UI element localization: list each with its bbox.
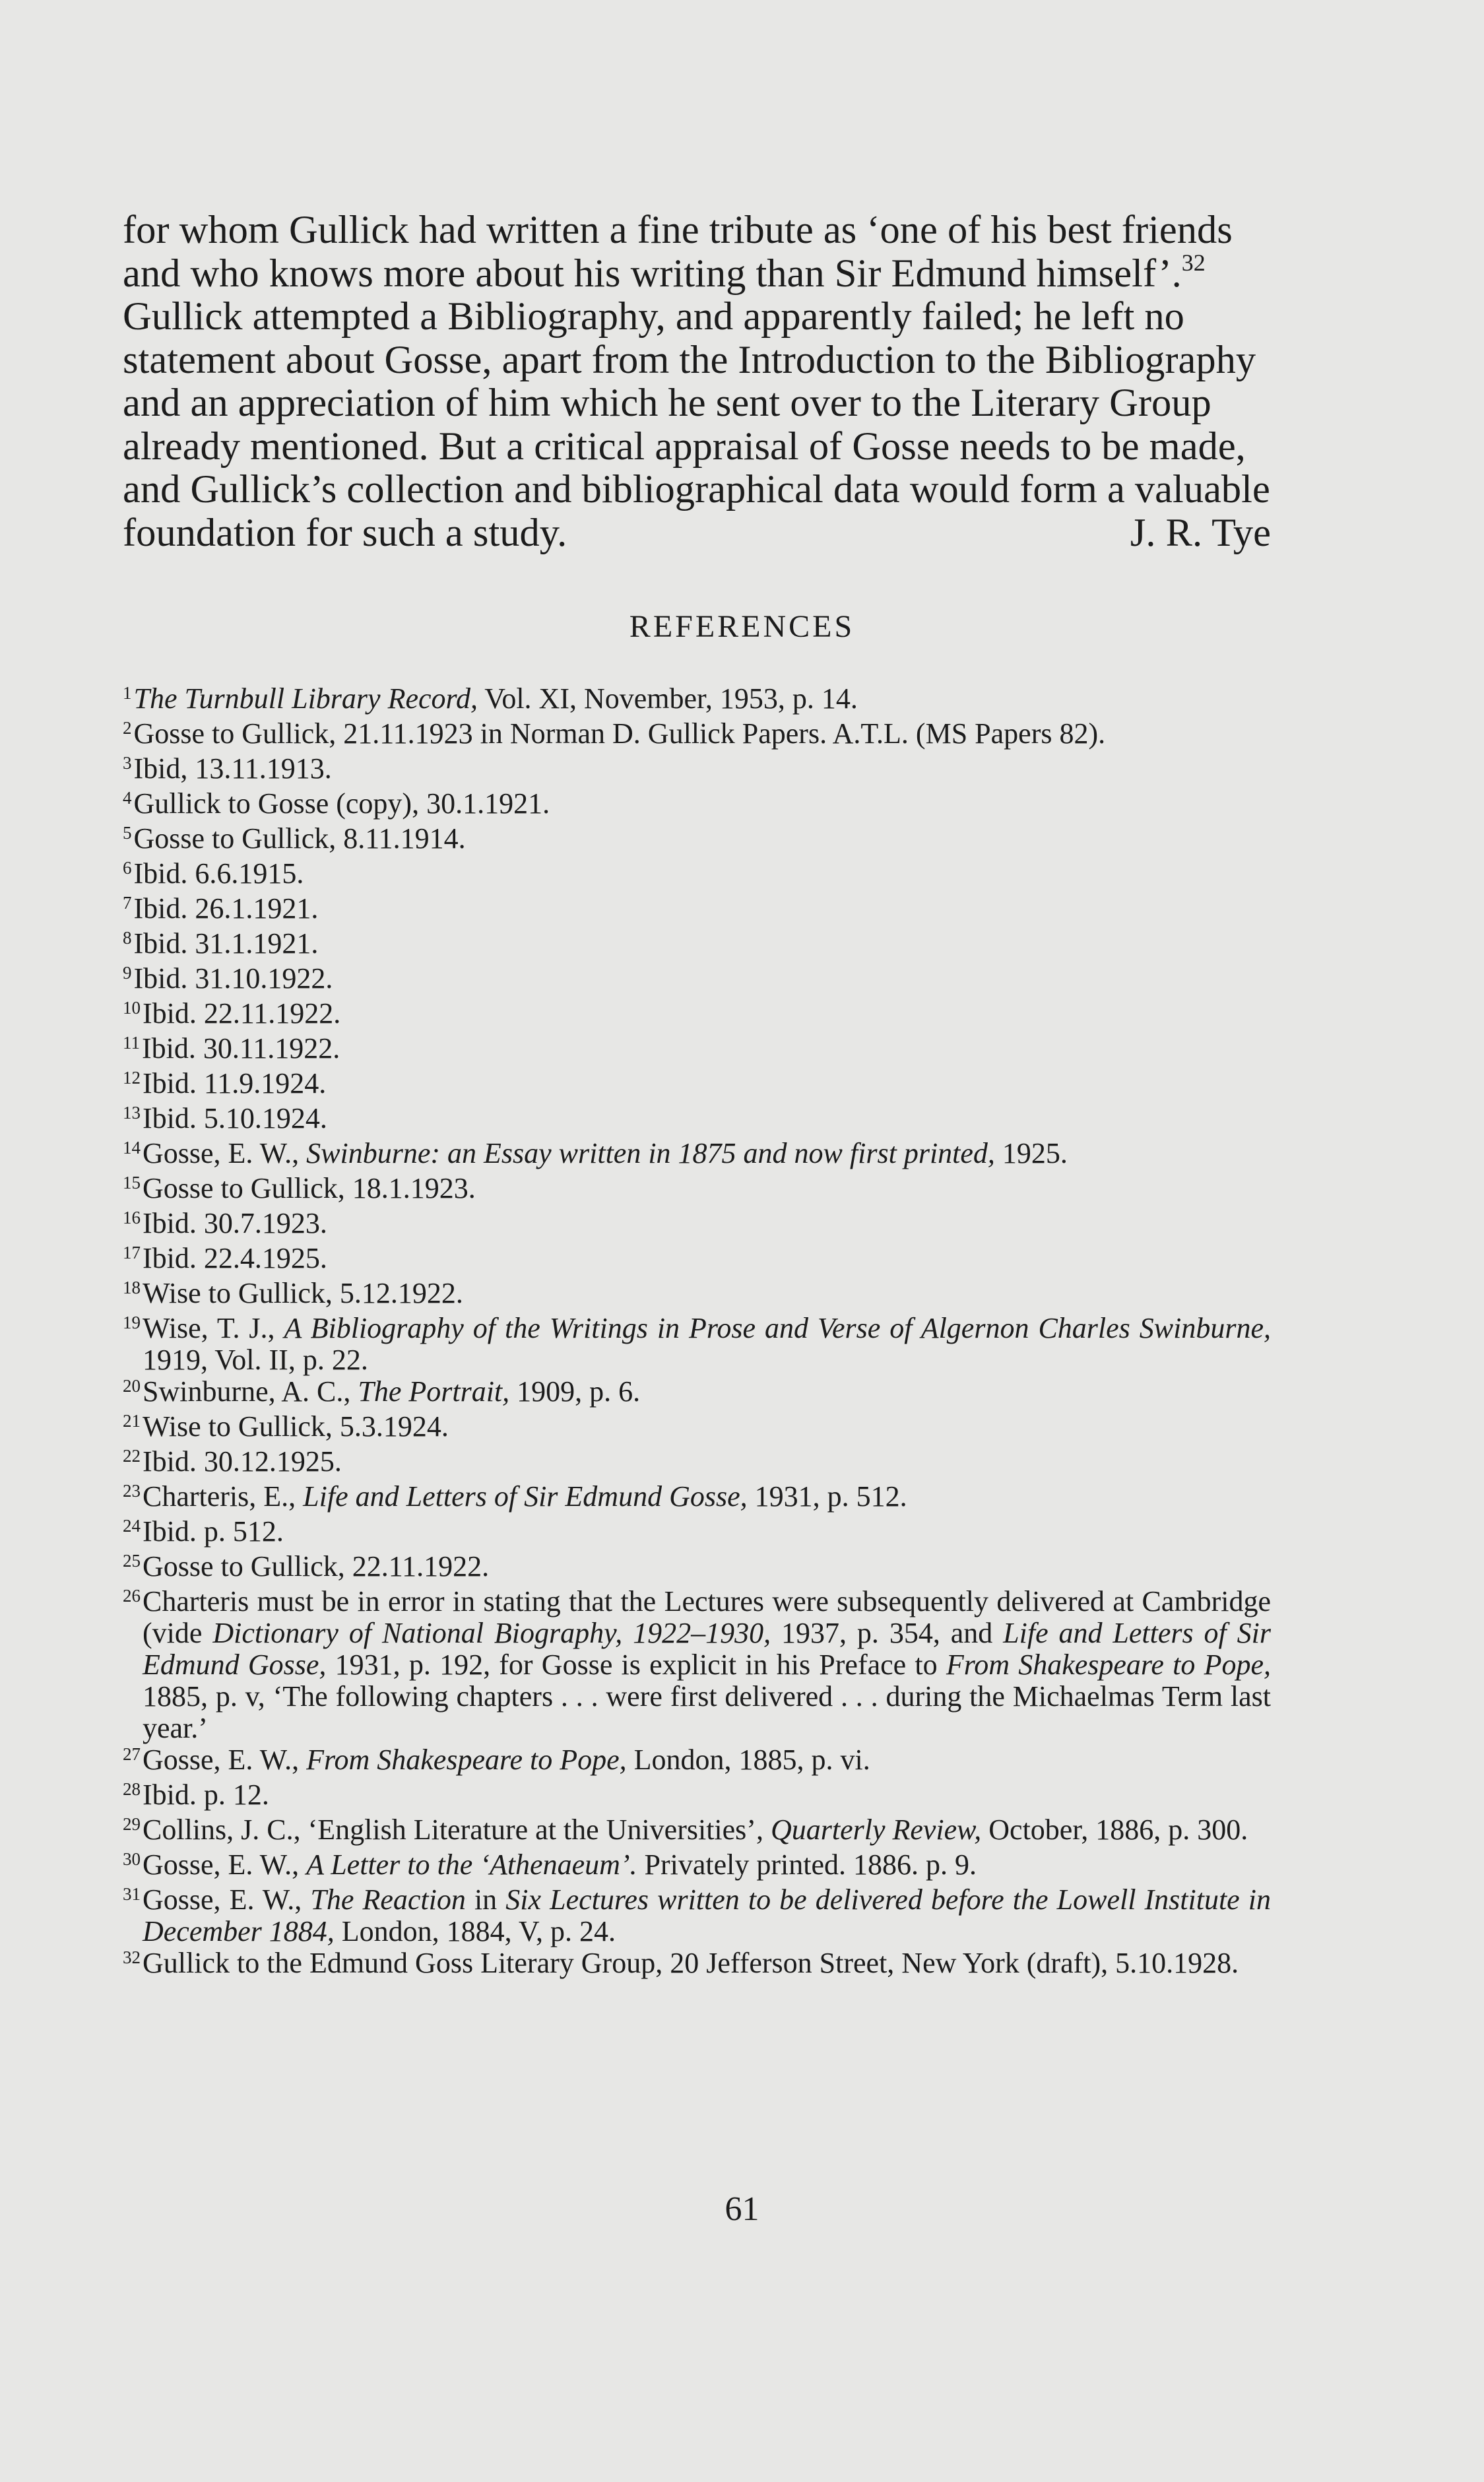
text-line-content: and who knows more about his writing than Sir Edmund himself’. xyxy=(123,251,1182,296)
reference-segment: Ibid. 30.11.1922. xyxy=(142,1032,340,1064)
reference-segment: Ibid. 6.6.1915. xyxy=(133,857,304,890)
reference-text xyxy=(143,1947,1271,1979)
reference-segment: Gullick to Gosse (copy), 30.1.1921. xyxy=(133,787,550,820)
reference-text xyxy=(143,998,1271,1029)
reference-number: 14 xyxy=(123,1138,141,1158)
reference-segment: Gosse, E. W., xyxy=(143,1848,307,1881)
reference-title: Dictionary of National Biography, 1922–1930, xyxy=(212,1617,771,1649)
reference-segment: Ibid. 30.12.1925. xyxy=(143,1445,342,1478)
reference-text xyxy=(143,1744,1271,1776)
reference-item xyxy=(123,928,1271,963)
reference-number: 6 xyxy=(123,858,132,878)
reference-title: Six Lectures written to be delivered before the Lowell Institute in December 1884, xyxy=(143,1883,1272,1947)
reference-title: Quarterly Review, xyxy=(770,1813,982,1846)
reference-item xyxy=(123,1376,1271,1411)
reference-number: 30 xyxy=(123,1849,141,1869)
reference-text xyxy=(143,1849,1271,1881)
closing-paragraph xyxy=(123,209,1271,554)
reference-number: 2 xyxy=(123,718,132,738)
reference-text xyxy=(143,1376,1271,1408)
reference-number: 9 xyxy=(123,963,132,983)
reference-number: 1 xyxy=(123,683,132,703)
reference-title: Life and Letters of Sir Edmund Gosse, xyxy=(143,1617,1272,1681)
reference-number: 27 xyxy=(123,1744,141,1764)
text-line-content: foundation for such a study. xyxy=(123,510,567,555)
reference-text xyxy=(134,963,1272,995)
reference-text xyxy=(134,823,1272,855)
reference-segment: Charteris must be in error in stating that the Lectures were subsequently delivered at Cambridge (vide xyxy=(143,1585,1271,1649)
reference-item xyxy=(123,893,1271,928)
reference-segment: October, 1886, p. 300. xyxy=(981,1813,1248,1846)
reference-number: 11 xyxy=(123,1033,140,1053)
text-line: already mentioned. But a critical appraisal of Gosse needs to be made, xyxy=(123,424,1246,469)
reference-segment: Collins, J. C., ‘English Literature at the Universities’, xyxy=(143,1813,771,1846)
reference-segment: Ibid. 5.10.1924. xyxy=(143,1102,327,1134)
reference-title: The Reaction xyxy=(310,1883,466,1916)
reference-segment: Gosse to Gullick, 8.11.1914. xyxy=(133,822,466,855)
reference-segment: in xyxy=(465,1883,506,1916)
reference-number: 19 xyxy=(123,1313,141,1332)
reference-text xyxy=(143,1551,1271,1583)
reference-segment: Ibid. 22.4.1925. xyxy=(143,1242,327,1274)
reference-number: 23 xyxy=(123,1481,141,1501)
reference-number: 10 xyxy=(123,998,141,1018)
reference-text xyxy=(143,1884,1271,1947)
reference-text xyxy=(143,1278,1271,1309)
reference-segment: Gosse to Gullick, 21.11.1923 in Norman D. Gullick Papers. A.T.L. (MS Papers 82). xyxy=(133,717,1106,750)
reference-text xyxy=(143,1586,1271,1744)
reference-text xyxy=(143,1243,1271,1274)
reference-item xyxy=(123,788,1271,823)
reference-text xyxy=(142,1033,1271,1064)
reference-segment: Ibid. p. 12. xyxy=(143,1779,269,1811)
reference-item xyxy=(123,1947,1271,1982)
reference-item xyxy=(123,1481,1271,1516)
reference-text xyxy=(143,1103,1271,1134)
reference-number: 13 xyxy=(123,1103,141,1123)
reference-segment: Ibid. 11.9.1924. xyxy=(143,1067,327,1099)
reference-number: 32 xyxy=(123,1947,141,1967)
author-signature: J. R. Tye xyxy=(1130,510,1271,555)
reference-number: 26 xyxy=(123,1586,141,1606)
reference-title: From Shakespeare to Pope, xyxy=(306,1744,627,1776)
reference-item xyxy=(123,1779,1271,1814)
reference-number: 25 xyxy=(123,1551,141,1571)
reference-text xyxy=(143,1446,1271,1478)
reference-title: The Portrait, xyxy=(358,1375,510,1408)
reference-segment: Gullick to the Edmund Goss Literary Group, 20 Jefferson Street, New York (draft), 5.10.1928. xyxy=(143,1947,1239,1979)
reference-text xyxy=(143,1068,1271,1099)
page-number: 61 xyxy=(725,2190,759,2228)
reference-item xyxy=(123,963,1271,998)
reference-segment: Gosse, E. W., xyxy=(143,1883,311,1916)
reference-title: The Turnbull Library Record, xyxy=(133,682,478,715)
reference-number: 22 xyxy=(123,1446,141,1466)
reference-title: Life and Letters of Sir Edmund Gosse, xyxy=(303,1480,748,1513)
reference-item xyxy=(123,1586,1271,1744)
reference-item xyxy=(123,1243,1271,1278)
reference-item xyxy=(123,1138,1271,1173)
reference-segment: Ibid. 30.7.1923. xyxy=(143,1207,327,1239)
reference-text xyxy=(134,753,1272,785)
reference-text xyxy=(134,858,1272,890)
reference-title: A Letter to the ‘Athenaeum’. xyxy=(306,1848,637,1881)
reference-segment: 1885, p. v, ‘The following chapters . . . were first delivered . . . during the Michaelmas Term last year.’ xyxy=(143,1680,1271,1744)
reference-text xyxy=(143,1481,1271,1513)
reference-segment: 1909, p. 6. xyxy=(509,1375,641,1408)
text-line: statement about Gosse, apart from the Introduction to the Bibliography xyxy=(123,337,1256,382)
reference-item xyxy=(123,1033,1271,1068)
text-line: and an appreciation of him which he sent over to the Literary Group xyxy=(123,381,1211,425)
reference-segment: Gosse to Gullick, 18.1.1923. xyxy=(143,1172,476,1204)
reference-item xyxy=(123,1313,1271,1376)
reference-segment: Gosse, E. W., xyxy=(143,1137,307,1169)
reference-text xyxy=(143,1138,1271,1169)
reference-text xyxy=(143,1173,1271,1204)
reference-item xyxy=(123,753,1271,788)
reference-number: 18 xyxy=(123,1278,141,1297)
reference-item xyxy=(123,1411,1271,1446)
reference-item xyxy=(123,1446,1271,1481)
text-line: and Gullick’s collection and bibliographical data would form a valuable xyxy=(123,467,1270,511)
reference-segment: Ibid, 13.11.1913. xyxy=(133,752,332,785)
reference-segment: Charteris, E., xyxy=(143,1480,304,1513)
reference-number: 29 xyxy=(123,1814,141,1834)
reference-number: 17 xyxy=(123,1243,141,1262)
text-line: for whom Gullick had written a fine tribute as ‘one of his best friends xyxy=(123,208,1233,252)
text-line: Gullick attempted a Bibliography, and apparently failed; he left no xyxy=(123,294,1184,339)
reference-title: From Shakespeare to Pope, xyxy=(946,1649,1271,1681)
reference-number: 12 xyxy=(123,1068,141,1088)
reference-number: 21 xyxy=(123,1411,141,1431)
reference-segment: Privately printed. 1886. p. 9. xyxy=(637,1848,977,1881)
reference-number: 24 xyxy=(123,1516,141,1536)
reference-item xyxy=(123,683,1271,718)
reference-number: 5 xyxy=(123,823,132,843)
reference-text xyxy=(134,683,1272,715)
reference-number: 28 xyxy=(123,1779,141,1799)
reference-item xyxy=(123,1884,1271,1947)
reference-item xyxy=(123,1208,1271,1243)
footnote-marker: 32 xyxy=(1181,249,1206,276)
reference-segment: Wise, T. J., xyxy=(143,1312,284,1344)
reference-text xyxy=(143,1313,1271,1376)
reference-title: Swinburne: an Essay written in 1875 and now first printed, xyxy=(306,1137,995,1169)
reference-item xyxy=(123,1814,1271,1849)
text-line-final xyxy=(123,511,1271,555)
reference-item xyxy=(123,858,1271,893)
reference-item xyxy=(123,718,1271,753)
reference-segment: Ibid. 26.1.1921. xyxy=(133,892,319,925)
reference-segment: Gosse, E. W., xyxy=(143,1744,307,1776)
reference-text xyxy=(134,928,1272,960)
text-line xyxy=(123,249,1271,296)
reference-item xyxy=(123,1278,1271,1313)
reference-number: 7 xyxy=(123,893,132,913)
reference-segment: 1925. xyxy=(994,1137,1068,1169)
references-list xyxy=(123,683,1271,1982)
reference-item xyxy=(123,823,1271,858)
reference-segment: 1931, p. 192, for Gosse is explicit in his Preface to xyxy=(326,1649,946,1681)
reference-segment: 1931, p. 512. xyxy=(747,1480,907,1513)
reference-text xyxy=(134,788,1272,820)
reference-text xyxy=(134,893,1272,925)
reference-item xyxy=(123,1744,1271,1779)
reference-number: 20 xyxy=(123,1376,141,1396)
reference-text xyxy=(134,718,1272,750)
reference-segment: London, 1884, V, p. 24. xyxy=(334,1915,616,1947)
references-heading: REFERENCES xyxy=(629,609,855,644)
reference-text xyxy=(143,1779,1271,1811)
reference-segment: Gosse to Gullick, 22.11.1922. xyxy=(143,1550,490,1583)
reference-item xyxy=(123,1551,1271,1586)
reference-number: 8 xyxy=(123,928,132,948)
reference-segment: London, 1885, p. vi. xyxy=(626,1744,870,1776)
reference-segment: Ibid. 31.10.1922. xyxy=(133,962,333,995)
reference-segment: Vol. XI, November, 1953, p. 14. xyxy=(478,682,858,715)
reference-segment: Wise to Gullick, 5.3.1924. xyxy=(143,1410,449,1443)
reference-item xyxy=(123,998,1271,1033)
reference-item xyxy=(123,1103,1271,1138)
reference-item xyxy=(123,1849,1271,1884)
reference-segment: Ibid. 22.11.1922. xyxy=(143,997,341,1029)
reference-text xyxy=(143,1411,1271,1443)
reference-number: 15 xyxy=(123,1173,141,1192)
reference-segment: Wise to Gullick, 5.12.1922. xyxy=(143,1277,463,1309)
reference-number: 31 xyxy=(123,1884,141,1904)
reference-segment: 1937, p. 354, and xyxy=(771,1617,1004,1649)
reference-segment: Swinburne, A. C., xyxy=(143,1375,358,1408)
reference-segment: Ibid. 31.1.1921. xyxy=(133,927,319,960)
reference-segment: Ibid. p. 512. xyxy=(143,1515,284,1548)
reference-text xyxy=(143,1516,1271,1548)
reference-number: 3 xyxy=(123,753,132,773)
reference-title: A Bibliography of the Writings in Prose and Verse of Algernon Charles Swinburne, xyxy=(284,1312,1271,1344)
reference-item xyxy=(123,1516,1271,1551)
reference-segment: 1919, Vol. II, p. 22. xyxy=(143,1344,368,1376)
reference-text xyxy=(143,1814,1271,1846)
reference-item xyxy=(123,1173,1271,1208)
reference-text xyxy=(143,1208,1271,1239)
reference-number: 4 xyxy=(123,788,132,808)
reference-item xyxy=(123,1068,1271,1103)
reference-number: 16 xyxy=(123,1208,141,1227)
